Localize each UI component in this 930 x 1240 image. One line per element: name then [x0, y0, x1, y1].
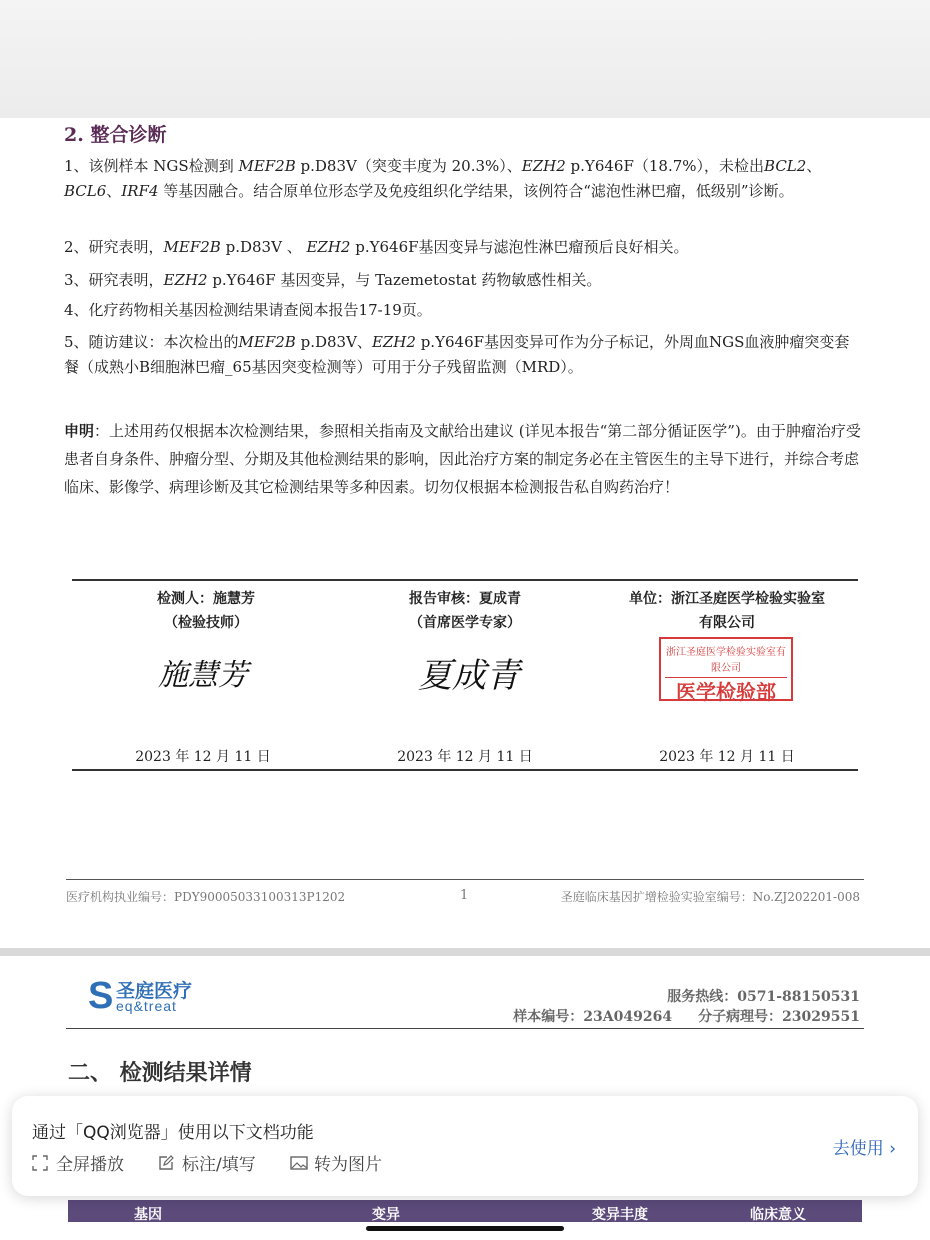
logo-cn-text: 圣庭医疗 [116, 980, 193, 1002]
service-hotline: 服务热线：0571-88150531 [667, 989, 860, 1005]
tester-name: 检测人：施慧芳 [157, 591, 255, 607]
reviewer-title: （首席医学专家） [409, 615, 521, 631]
col-frequency: 变异丰度 [592, 1207, 648, 1222]
home-indicator[interactable] [366, 1226, 564, 1231]
header-rule [66, 1028, 864, 1029]
stamp-dept: 医学检验部 [676, 680, 776, 704]
qq-browser-popup[interactable] [12, 1096, 918, 1196]
reviewer-signature: 夏成青 [418, 656, 520, 696]
edit-icon [158, 1155, 174, 1171]
stamp-org: 浙江圣庭医学检验实验室有限公司 [665, 645, 787, 678]
unit-block [607, 587, 847, 635]
footer-license: 医疗机构执业编号：PDY90005033100313P1202 [66, 890, 346, 904]
diagnosis-item-5: 5、随访建议：本次检出的MEF2B p.D83V、EZH2 p.Y646F基因变异可作为分子标记，外周血NGS血液肿瘤突变套餐（成熟小B细胞淋巴瘤_65基因突变检测等）可用于分子残留监测（MRD）。 [64, 333, 850, 376]
tester-block [86, 587, 326, 635]
col-significance: 临床意义 [750, 1207, 806, 1222]
logo-en-text: eq&treat [116, 998, 177, 1014]
diagnosis-item-1: 1、该例样本 NGS检测到 MEF2B p.D83V（突变丰度为 20.3%）、EZH2 p.Y646F（18.7%），未检出BCL2、 BCL6、IRF4 等基因融合。结合原单位形态学及免疫组织化学结果，该例符合“滤泡性淋巴瘤，低级别”诊断。 [64, 157, 822, 200]
company-logo [88, 976, 228, 1020]
fullscreen-icon [32, 1155, 48, 1171]
logo-s-mark: S [88, 975, 114, 1017]
annotate-label: 标注/填写 [182, 1155, 256, 1175]
section-title: 2. 整合诊断 [64, 124, 167, 146]
page-number: 1 [460, 888, 469, 903]
unit-name-cont: 有限公司 [699, 615, 755, 631]
pathology-number: 分子病理号：23029551 [698, 1009, 860, 1025]
page-gap [0, 948, 930, 956]
image-icon [290, 1155, 306, 1171]
tester-title: （检验技师） [164, 615, 248, 631]
report-page-1 [0, 118, 930, 948]
footer-lab-number: 圣庭临床基因扩增检验实验室编号：No.ZJ202201-008 [560, 890, 860, 904]
annotate-feature[interactable] [158, 1150, 256, 1175]
statement-text: ：上述用药仅根据本次检测结果，参照相关指南及文献给出建议 (详见本报告“第二部分循证医学”)。由于肿瘤治疗受患者自身条件、肿瘤分型、分期及其他检测结果的影响，因此治疗方案的制定务必在主管医生的主导下进行，并综合考虑临床、影像学、病理诊断及其它检测结果等多种因素。切勿仅根据本检测报告私自购药治疗！ [64, 422, 861, 496]
col-gene: 基因 [134, 1207, 162, 1222]
signature-top-rule [72, 579, 858, 581]
results-table-header [68, 1200, 862, 1222]
diagnosis-item-3: 3、研究表明，EZH2 p.Y646F 基因变异，与 Tazemetostat 药物敏感性相关。 [64, 271, 602, 289]
top-banner [0, 0, 930, 118]
to-image-feature[interactable] [290, 1150, 382, 1175]
fullscreen-feature[interactable] [32, 1150, 124, 1175]
tester-date: 2023 年 12 月 11 日 [135, 749, 271, 765]
statement [64, 417, 864, 501]
reviewer-name: 报告审核：夏成青 [409, 591, 521, 607]
unit-date: 2023 年 12 月 11 日 [659, 749, 795, 765]
sample-number: 样本编号：23A049264 [513, 1009, 673, 1025]
statement-label: 申明 [64, 422, 95, 440]
unit-name: 单位：浙江圣庭医学检验实验室 [629, 591, 825, 607]
reviewer-block [345, 587, 585, 635]
signature-bottom-rule [72, 769, 858, 771]
unit-stamp [659, 637, 793, 704]
footer-rule [66, 879, 864, 880]
to-image-label: 转为图片 [314, 1155, 382, 1175]
reviewer-date: 2023 年 12 月 11 日 [397, 749, 533, 765]
diagnosis-item-2: 2、研究表明，MEF2B p.D83V 、 EZH2 p.Y646F基因变异与滤泡性淋巴瘤预后良好相关。 [64, 238, 689, 256]
id-line [513, 1006, 860, 1026]
go-use-button[interactable]: 去使用 › [832, 1139, 896, 1159]
fullscreen-label: 全屏播放 [56, 1155, 124, 1175]
tester-signature: 施慧芳 [158, 658, 248, 693]
col-variant: 变异 [372, 1207, 400, 1222]
popup-title: 通过「QQ浏览器」使用以下文档功能 [32, 1123, 314, 1143]
section-2-title: 二、 检测结果详情 [68, 1060, 252, 1086]
diagnosis-item-4: 4、化疗药物相关基因检测结果请查阅本报告17-19页。 [64, 301, 432, 319]
